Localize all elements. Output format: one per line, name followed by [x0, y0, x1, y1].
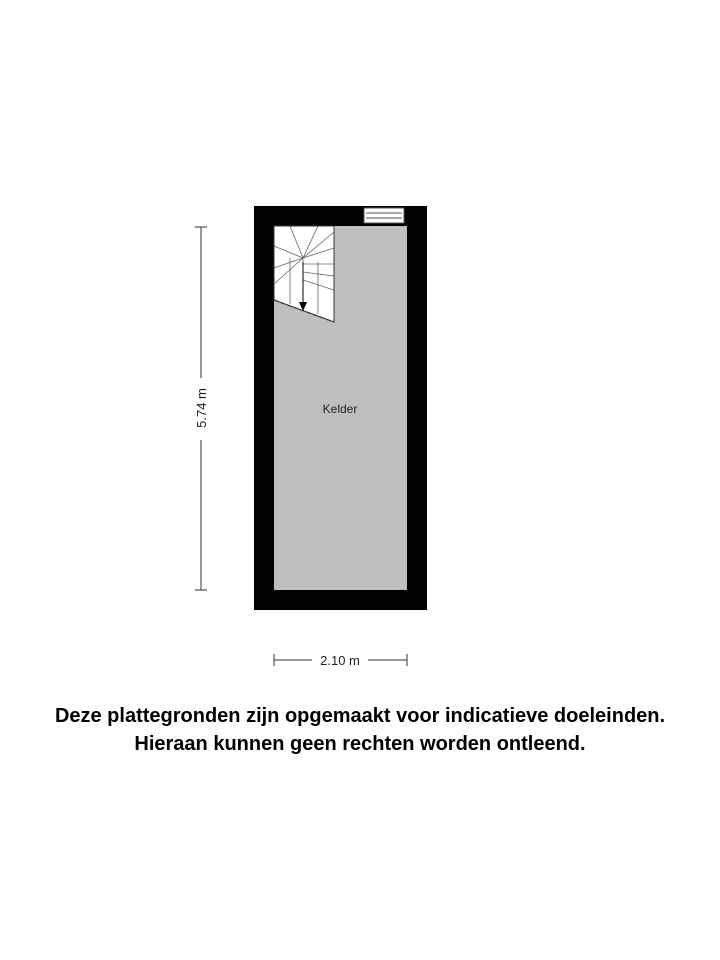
window	[364, 208, 404, 223]
width-dimension-label: 2.10 m	[320, 653, 360, 668]
height-dimension	[194, 227, 209, 590]
height-dimension-label: 5.74 m	[194, 388, 209, 428]
width-dimension	[274, 653, 407, 668]
room-label-kelder: Kelder	[322, 402, 358, 416]
disclaimer-line-2: Hieraan kunnen geen rechten worden ontleend.	[134, 733, 586, 755]
disclaimer-line-1: Deze plattegronden zijn opgemaakt voor indicatieve doeleinden.	[54, 705, 666, 727]
